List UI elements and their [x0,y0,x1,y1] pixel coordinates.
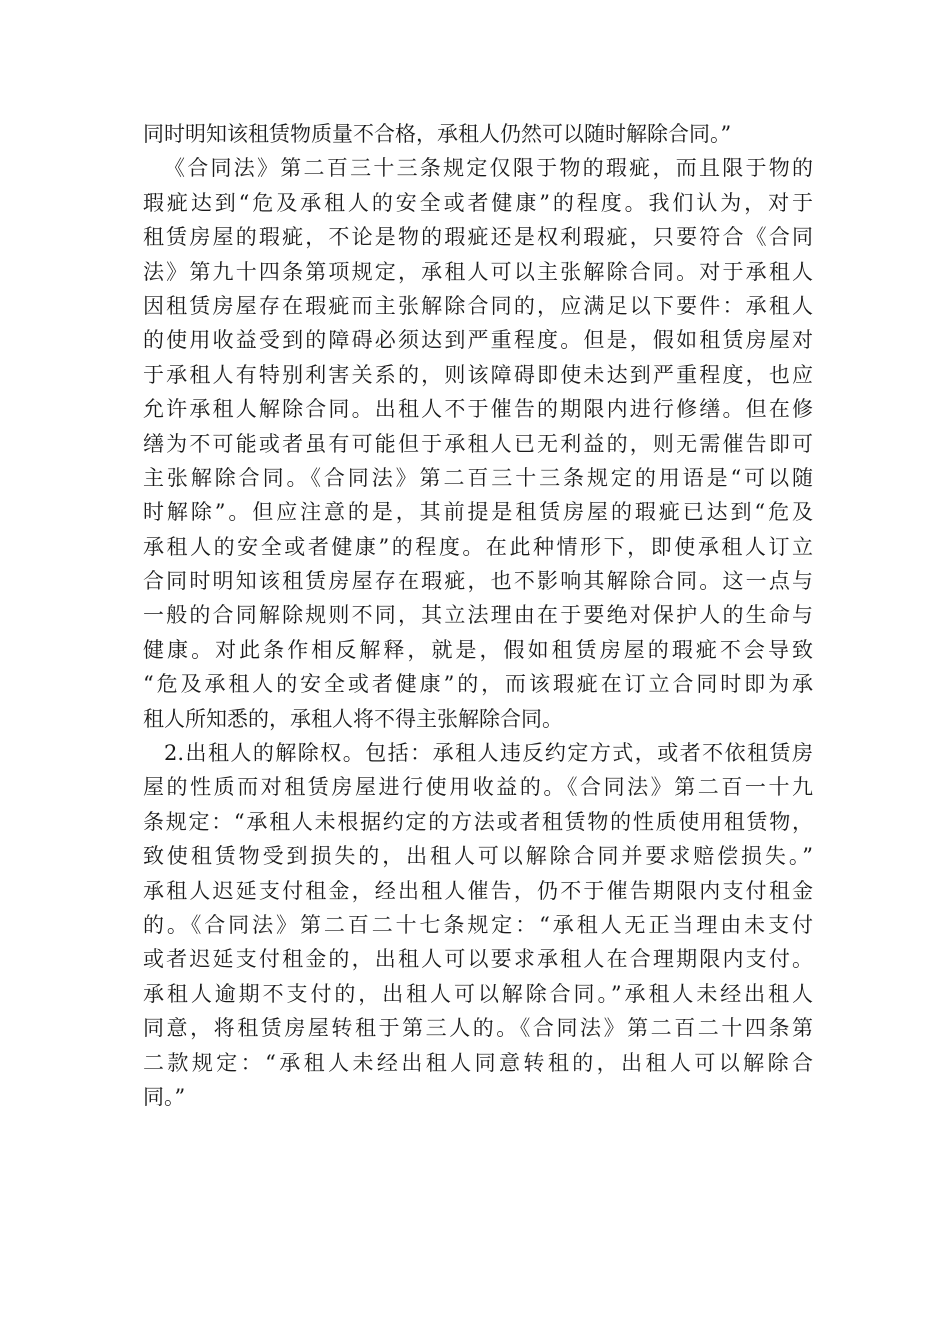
paragraph-line: 《合同法》第二百三十三条规定仅限于物的瑕疵，而且限于物的 [164,156,813,181]
paragraph-line: 致使租赁物受到损失的，出租人可以解除合同并要求赔偿损失。” [143,844,813,869]
paragraph-line: “危及承租人的安全或者健康”的，而该瑕疵在订立合同时即为承 [143,672,813,697]
paragraph-line: 2.出租人的解除权。包括：承租人违反约定方式，或者不依租赁房 [164,741,813,766]
paragraph-line: 健康。对此条作相反解释，就是，假如租赁房屋的瑕疵不会导致 [143,637,813,662]
paragraph-line: 允许承租人解除合同。出租人不于催告的期限内进行修缮。但在修 [143,397,813,422]
paragraph-line: 条规定：“承租人未根据约定的方法或者租赁物的性质使用租赁物， [143,809,813,834]
paragraph-line: 因租赁房屋存在瑕疵而主张解除合同的，应满足以下要件：承租人 [143,293,813,318]
paragraph-line: 缮为不可能或者虽有可能但于承租人已无利益的，则无需催告即可 [143,431,813,456]
document-body [143,117,813,1114]
paragraph-line: 同。” [143,1084,186,1109]
paragraph-line: 承租人逾期不支付的，出租人可以解除合同。”承租人未经出租人 [143,981,813,1006]
paragraph-line: 的使用收益受到的障碍必须达到严重程度。但是，假如租赁房屋对 [143,328,813,353]
paragraph-line: 瑕疵达到“危及承租人的安全或者健康”的程度。我们认为，对于 [143,190,813,215]
paragraph-line: 法》第九十四条第项规定，承租人可以主张解除合同。对于承租人 [143,259,813,284]
paragraph-line: 于承租人有特别利害关系的，则该障碍即使未达到严重程度，也应 [143,362,813,387]
paragraph-line: 一般的合同解除规则不同，其立法理由在于要绝对保护人的生命与 [143,603,813,628]
paragraph-line: 或者迟延支付租金的，出租人可以要求承租人在合理期限内支付。 [143,947,813,972]
paragraph-line: 时解除”。但应注意的是，其前提是租赁房屋的瑕疵已达到“危及 [143,500,813,525]
paragraph-line: 租赁房屋的瑕疵，不论是物的瑕疵还是权利瑕疵，只要符合《合同 [143,225,813,250]
paragraph-line: 租人所知悉的，承租人将不得主张解除合同。 [143,706,563,731]
paragraph-line: 屋的性质而对租赁房屋进行使用收益的。《合同法》第二百一十九 [143,775,813,800]
paragraph-line: 承租人的安全或者健康”的程度。在此种情形下，即使承租人订立 [143,534,813,559]
paragraph-line: 同时明知该租赁物质量不合格，承租人仍然可以随时解除合同。” [143,122,732,146]
paragraph-line: 同意，将租赁房屋转租于第三人的。《合同法》第二百二十四条第 [143,1016,813,1041]
paragraph-line: 主张解除合同。《合同法》第二百三十三条规定的用语是“可以随 [143,465,813,490]
paragraph-line: 二款规定：“承租人未经出租人同意转租的，出租人可以解除合 [143,1050,813,1075]
paragraph-line: 承租人迟延支付租金，经出租人催告，仍不于催告期限内支付租金 [143,878,813,903]
paragraph-line: 合同时明知该租赁房屋存在瑕疵，也不影响其解除合同。这一点与 [143,569,813,594]
paragraph-line: 的。《合同法》第二百二十七条规定：“承租人无正当理由未支付 [143,912,813,937]
